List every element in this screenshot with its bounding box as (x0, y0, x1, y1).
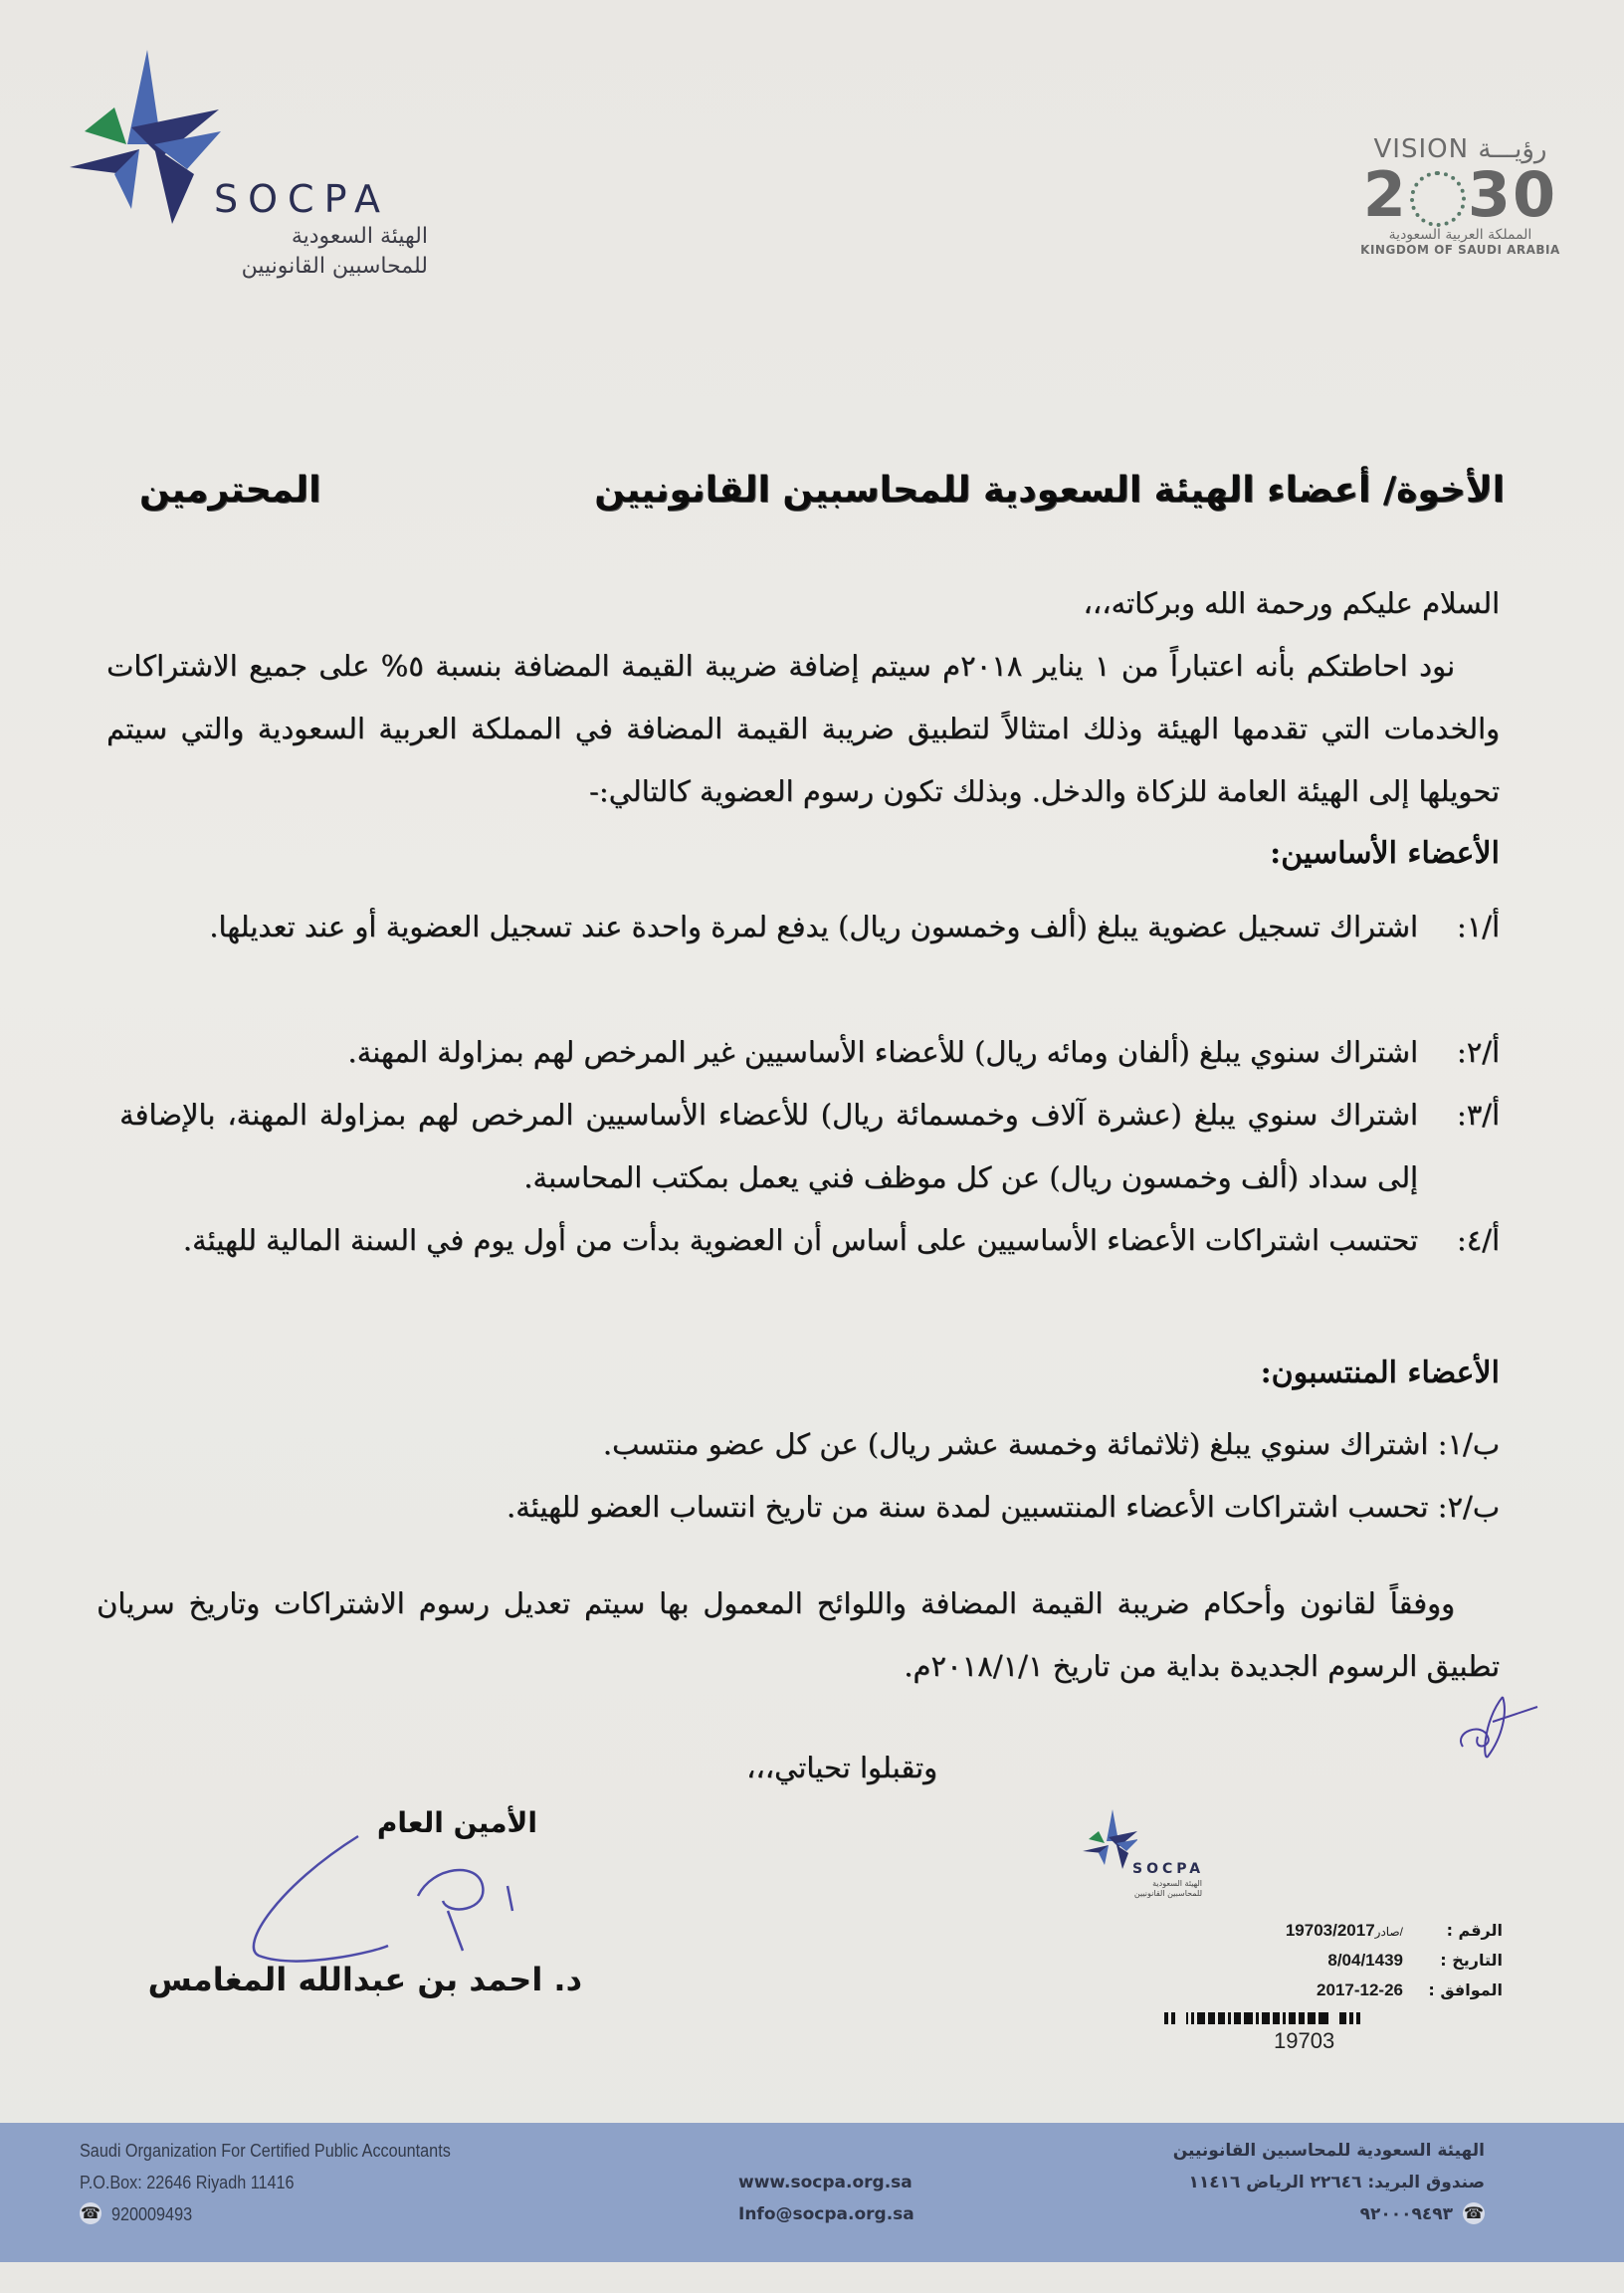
hijri-date: 8/04/1439 (1327, 1951, 1403, 1970)
list-item (305, 1413, 1500, 1476)
item-number: أ/٢: (1456, 1035, 1500, 1069)
vision-digit-2: 2 (1362, 158, 1408, 231)
section-a-list (119, 896, 1500, 1354)
vision-digits-30: 30 (1467, 158, 1558, 231)
item-text: اشتراك تسجيل عضوية يبلغ (ألف وخمسون ريال) يدفع لمرة واحدة عند تسجيل العضوية أو عند تعديلها. (209, 910, 1418, 943)
reference-number: 19703/2017 (1285, 1921, 1375, 1940)
phone-icon: ☎ (1464, 2203, 1484, 2222)
item-number: أ/٣: (1456, 1098, 1500, 1132)
logo-arabic-line1: الهيئة السعودية (291, 224, 428, 249)
palm-emblem-icon (1410, 171, 1466, 227)
stamp-logo-word: SOCPA (1132, 1861, 1205, 1877)
stamp-value (1286, 1921, 1403, 1941)
footer-website[interactable]: www.socpa.org.sa (738, 2173, 913, 2192)
item-text: تحسب اشتراكات الأعضاء المنتسبين لمدة سنة من تاريخ انتساب العضو للهيئة. (506, 1490, 1429, 1524)
section-a-title: الأعضاء الأساسين: (1270, 836, 1500, 871)
handwritten-signature-icon (219, 1826, 547, 1966)
item-number: ب/٢: (1437, 1490, 1500, 1524)
stamp-label: الموافق : (1428, 1980, 1503, 1999)
footer-org-en: Saudi Organization For Certified Public Accountants (80, 2141, 451, 2161)
item-text: اشتراك سنوي يبلغ (عشرة آلاف وخمسمائة ريال) للأعضاء الأساسيين المرخص لهم بمزاولة المهنة، بالإضافة إلى سداد (ألف وخمسون ريال) عن كل موظف فني يعمل بمكتب المحاسبة. (119, 1098, 1418, 1194)
footer-pobox-en: P.O.Box: 22646 Riyadh 11416 (80, 2173, 295, 2192)
intro-paragraph: نود احاطتكم بأنه اعتباراً من ١ يناير ٢٠١٨م سيتم إضافة ضريبة القيمة المضافة بنسبة ٥% على جميع الاشتراكات والخدمات التي تقدمها الهيئة وذلك امتثالاً لتطبيق ضريبة القيمة المضافة في المملكة العربية السعودية والتي سيتم تحويلها إلى الهيئة العامة للزكاة والدخل. وبذلك تكون رسوم العضوية كالتالي:- (106, 649, 1501, 808)
list-item (119, 1209, 1500, 1272)
vision-label: VISION رؤيـــة (1373, 134, 1547, 164)
footer-pobox-ar: صندوق البريد: ٢٢٦٤٦ الرياض ١١٤١٦ (1188, 2173, 1485, 2192)
footer-phone-en: 920009493 (111, 2204, 193, 2224)
phone-icon: ☎ (81, 2203, 101, 2222)
signatory-name: د. احمد بن عبدالله المغامس (147, 1961, 582, 1998)
item-text: اشتراك سنوي يبلغ (ثلاثمائة وخمسة عشر ريال) عن كل عضو منتسب. (602, 1427, 1429, 1461)
footer-org-ar: الهيئة السعودية للمحاسبين القانونيين (1172, 2141, 1485, 2161)
honorific: المحترمين (139, 470, 321, 511)
closing-paragraph: ووفقاً لقانون وأحكام ضريبة القيمة المضافة واللوائح المعمول بها سيتم تعديل رسوم الاشتراكات وتاريخ سريان تطبيق الرسوم الجديدة بداية من تاريخ ٢٠١٨/١/١م. (97, 1586, 1500, 1683)
vision-2030-logo (1348, 134, 1572, 274)
section-b-title: الأعضاء المنتسبون: (1260, 1355, 1500, 1390)
logo-arabic-line2: للمحاسبين القانونيين (241, 254, 428, 279)
stamp-label: التاريخ : (1440, 1951, 1503, 1970)
list-item (305, 1476, 1500, 1539)
footer-phone-ar: ٩٢٠٠٠٩٤٩٣ (1359, 2204, 1453, 2224)
gregorian-date: 2017-12-26 (1317, 1980, 1403, 1999)
footer-email[interactable]: Info@socpa.org.sa (738, 2204, 914, 2224)
initials-signature-icon (1443, 1692, 1542, 1772)
barcode-number: 19703 (1274, 2028, 1335, 2053)
item-text: تحتسب اشتراكات الأعضاء الأساسيين على أساس أن العضوية بدأت من أول يوم في السنة المالية للهيئة. (182, 1223, 1418, 1257)
stamp-logo-ar1: الهيئة السعودية (1152, 1879, 1202, 1888)
socpa-logo (70, 50, 428, 289)
greeting: السلام عليكم ورحمة الله وبركاته،،، (1083, 586, 1500, 620)
addressee: الأخوة/ أعضاء الهيئة السعودية للمحاسبين القانونيين (594, 470, 1505, 511)
list-item (119, 1021, 1500, 1084)
item-number: أ/٤: (1456, 1223, 1500, 1257)
item-number: أ/١: (1456, 910, 1500, 943)
footer-band (0, 2123, 1624, 2262)
item-number: ب/١: (1437, 1427, 1500, 1461)
outgoing-stamp (1075, 1801, 1522, 2060)
list-item (119, 896, 1500, 958)
list-item (119, 1084, 1500, 1209)
regards: وتقبلوا تحياتي،،، (745, 1751, 937, 1784)
logo-wordmark: SOCPA (214, 177, 391, 221)
socpa-small-star-icon (1083, 1809, 1137, 1869)
item-text: اشتراك سنوي يبلغ (ألفان ومائه ريال) للأعضاء الأساسيين غير المرخص لهم بمزاولة المهنة. (347, 1035, 1418, 1069)
stamp-logo-ar2: للمحاسبين القانونيين (1133, 1889, 1202, 1898)
reference-prefix: صادر/ (1374, 1925, 1403, 1939)
vision-arabic: المملكة العربية السعودية (1388, 226, 1532, 243)
signature-title: الأمين العام (376, 1806, 537, 1839)
vision-english: KINGDOM OF SAUDI ARABIA (1360, 242, 1560, 257)
stamp-label: الرقم : (1446, 1921, 1503, 1940)
vision-number (1348, 158, 1572, 231)
signature-block (147, 1796, 597, 2015)
